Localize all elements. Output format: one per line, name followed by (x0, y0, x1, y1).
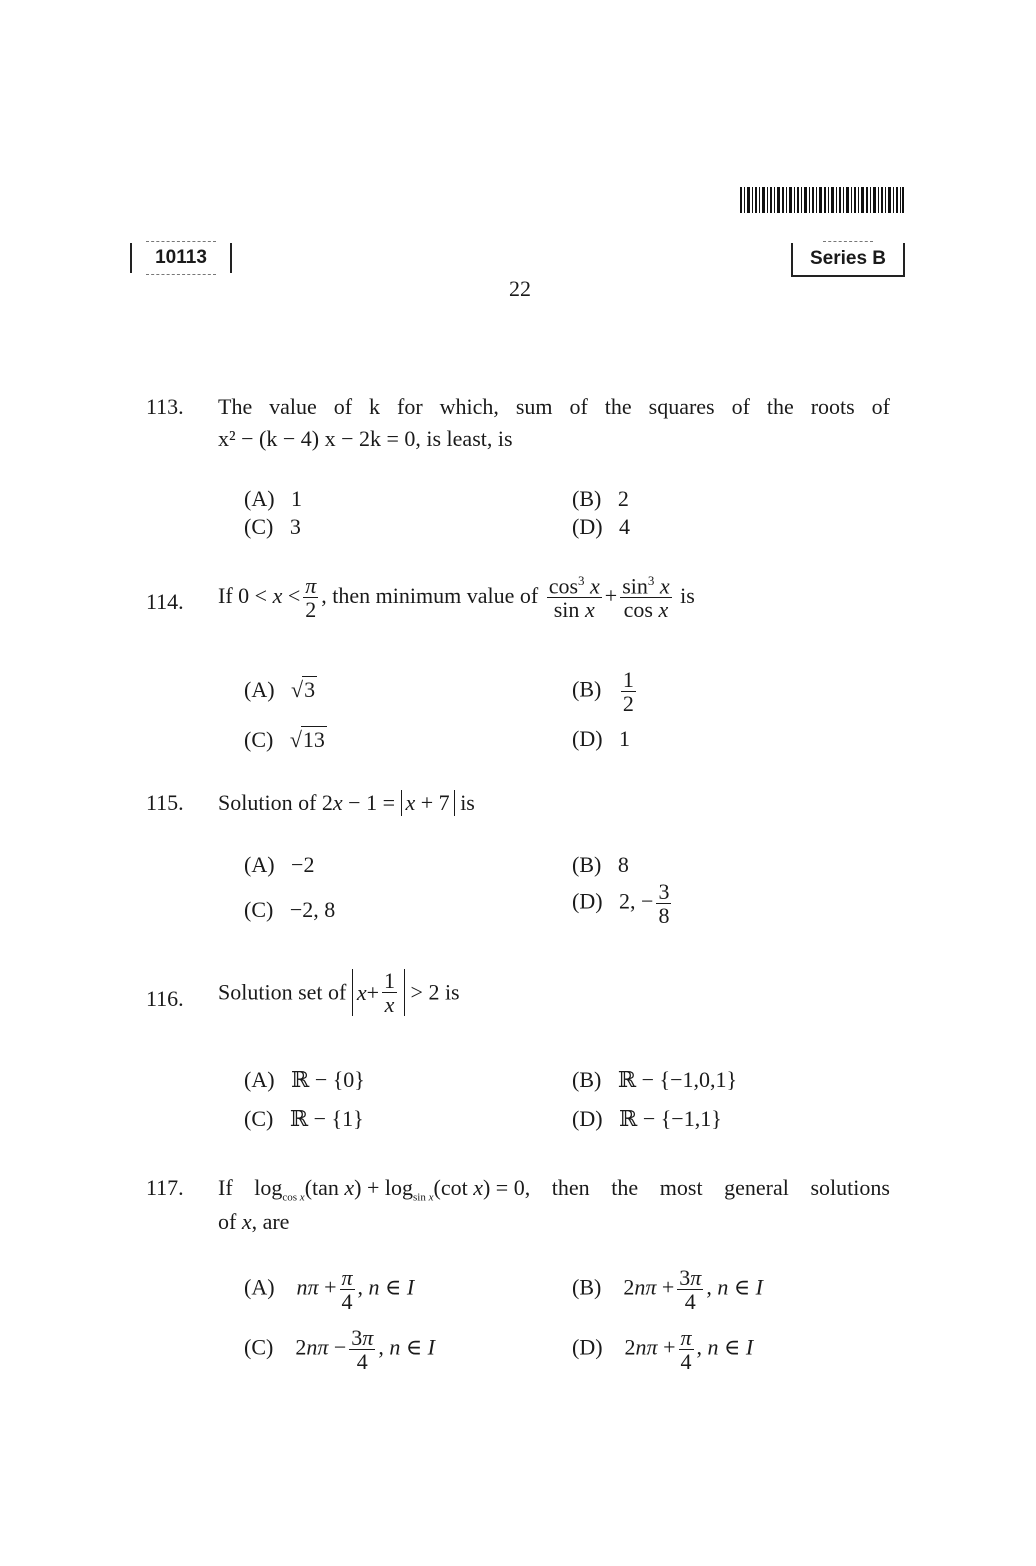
question-text: Solution of 2x − 1 = x + 7 is (218, 790, 475, 815)
fraction: $\frac{\pi}{4}$ (341, 1265, 353, 1315)
question-text: Solution set of x + $\frac{1}{x}$ > 2 is (218, 968, 460, 1018)
option-a[interactable]: (A) −2 (244, 852, 315, 877)
option-b-value: ℝ − {−1,0,1} (617, 1067, 738, 1092)
question-number: 117. (146, 1175, 184, 1200)
option-b[interactable]: (B) ℝ − {−1,0,1} (572, 1067, 738, 1092)
fraction: $\frac{1}{2}$ (622, 667, 634, 717)
option-a[interactable]: (A) nπ + $\frac{\pi}{4}$ , n ∈ I (244, 1265, 415, 1315)
fraction: $\frac{\sin^3 x}{\text{cos x}}$ (622, 573, 670, 623)
option-d-value: ℝ − {−1,1} (619, 1106, 722, 1131)
option-c[interactable]: (C) ℝ − {1} (244, 1106, 364, 1131)
option-c-value: 3 (289, 514, 301, 539)
option-d[interactable]: (D) 2nπ + $\frac{\pi}{4}$ , n ∈ I (572, 1325, 754, 1375)
option-b[interactable]: (B) $\frac{1}{2}$ (572, 667, 634, 717)
fraction: $\frac{\pi}{4}$ (680, 1325, 692, 1375)
question-number: 113. (146, 394, 184, 419)
barcode (740, 187, 904, 213)
option-d[interactable]: (D) 2, − $\frac{3}{8}$ (572, 879, 670, 929)
question-text: The value of k for which, sum of the squares of the roots of (218, 394, 890, 419)
option-c-value: −2, 8 (289, 897, 336, 922)
option-b-value: 2 (617, 486, 629, 511)
question-text: If $\log_{cos x}(\tan$ $x) + \log_{sin x}(\cot$ x) = 0, then the most general solutions (218, 1175, 890, 1204)
option-c[interactable]: (C) √13 (244, 727, 325, 752)
option-a-value: 1 (291, 486, 303, 511)
option-c[interactable]: (C) −2, 8 (244, 897, 336, 922)
question-number: 114. (146, 589, 184, 614)
fraction: $\frac{3\pi}{4}$ (351, 1325, 374, 1375)
option-a[interactable]: (A) 1 (244, 486, 303, 511)
paper-code: 10113 (130, 243, 232, 273)
option-d-value: 1 (619, 726, 631, 751)
option-d-value: 4 (619, 514, 631, 539)
option-d[interactable]: (D) 1 (572, 726, 631, 751)
option-c[interactable]: (C) 2nπ − $\frac{3\pi}{4}$ , n ∈ I (244, 1325, 435, 1375)
option-a-value: ℝ − {0} (291, 1067, 365, 1092)
fraction: $\frac{\cos^3 x}{\text{sin x}}$ (548, 573, 600, 623)
question-number: 116. (146, 986, 184, 1011)
fraction: $\frac{\pi}{2}$ (305, 573, 317, 623)
page-number: 22 (509, 276, 531, 301)
option-b[interactable]: (B) 2 (572, 486, 629, 511)
question-text-line2: of x, are (218, 1209, 290, 1234)
option-b-value: 8 (617, 852, 629, 877)
option-d[interactable]: (D) ℝ − {−1,1} (572, 1106, 722, 1131)
option-c-value: ℝ − {1} (289, 1106, 364, 1131)
option-a[interactable]: (A) √3 (244, 677, 316, 702)
fraction: $\frac{3}{8}$ (658, 879, 670, 929)
option-b[interactable]: (B) 2nπ + $\frac{3\pi}{4}$ , n ∈ I (572, 1265, 763, 1315)
question-text: If 0 < x < $\frac{\pi}{2}$ , then minimum value of $\frac{\cos^3 x}{\text{sin x}}$ + $\frac{\sin^3 x}{\text{cos x}}$ is (218, 573, 695, 623)
option-d[interactable]: (D) 4 (572, 514, 631, 539)
fraction: $\frac{3\pi}{4}$ (679, 1265, 702, 1315)
question-number: 115. (146, 790, 184, 815)
option-b[interactable]: (B) 8 (572, 852, 629, 877)
question-text-line2: x² − (k − 4) x − 2k = 0, is least, is (218, 426, 513, 451)
series-label: Series B (791, 243, 905, 277)
option-a[interactable]: (A) ℝ − {0} (244, 1067, 365, 1092)
fraction: $\frac{1}{x}$ (384, 968, 396, 1018)
option-c[interactable]: (C) 3 (244, 514, 301, 539)
option-a-value: −2 (291, 852, 315, 877)
